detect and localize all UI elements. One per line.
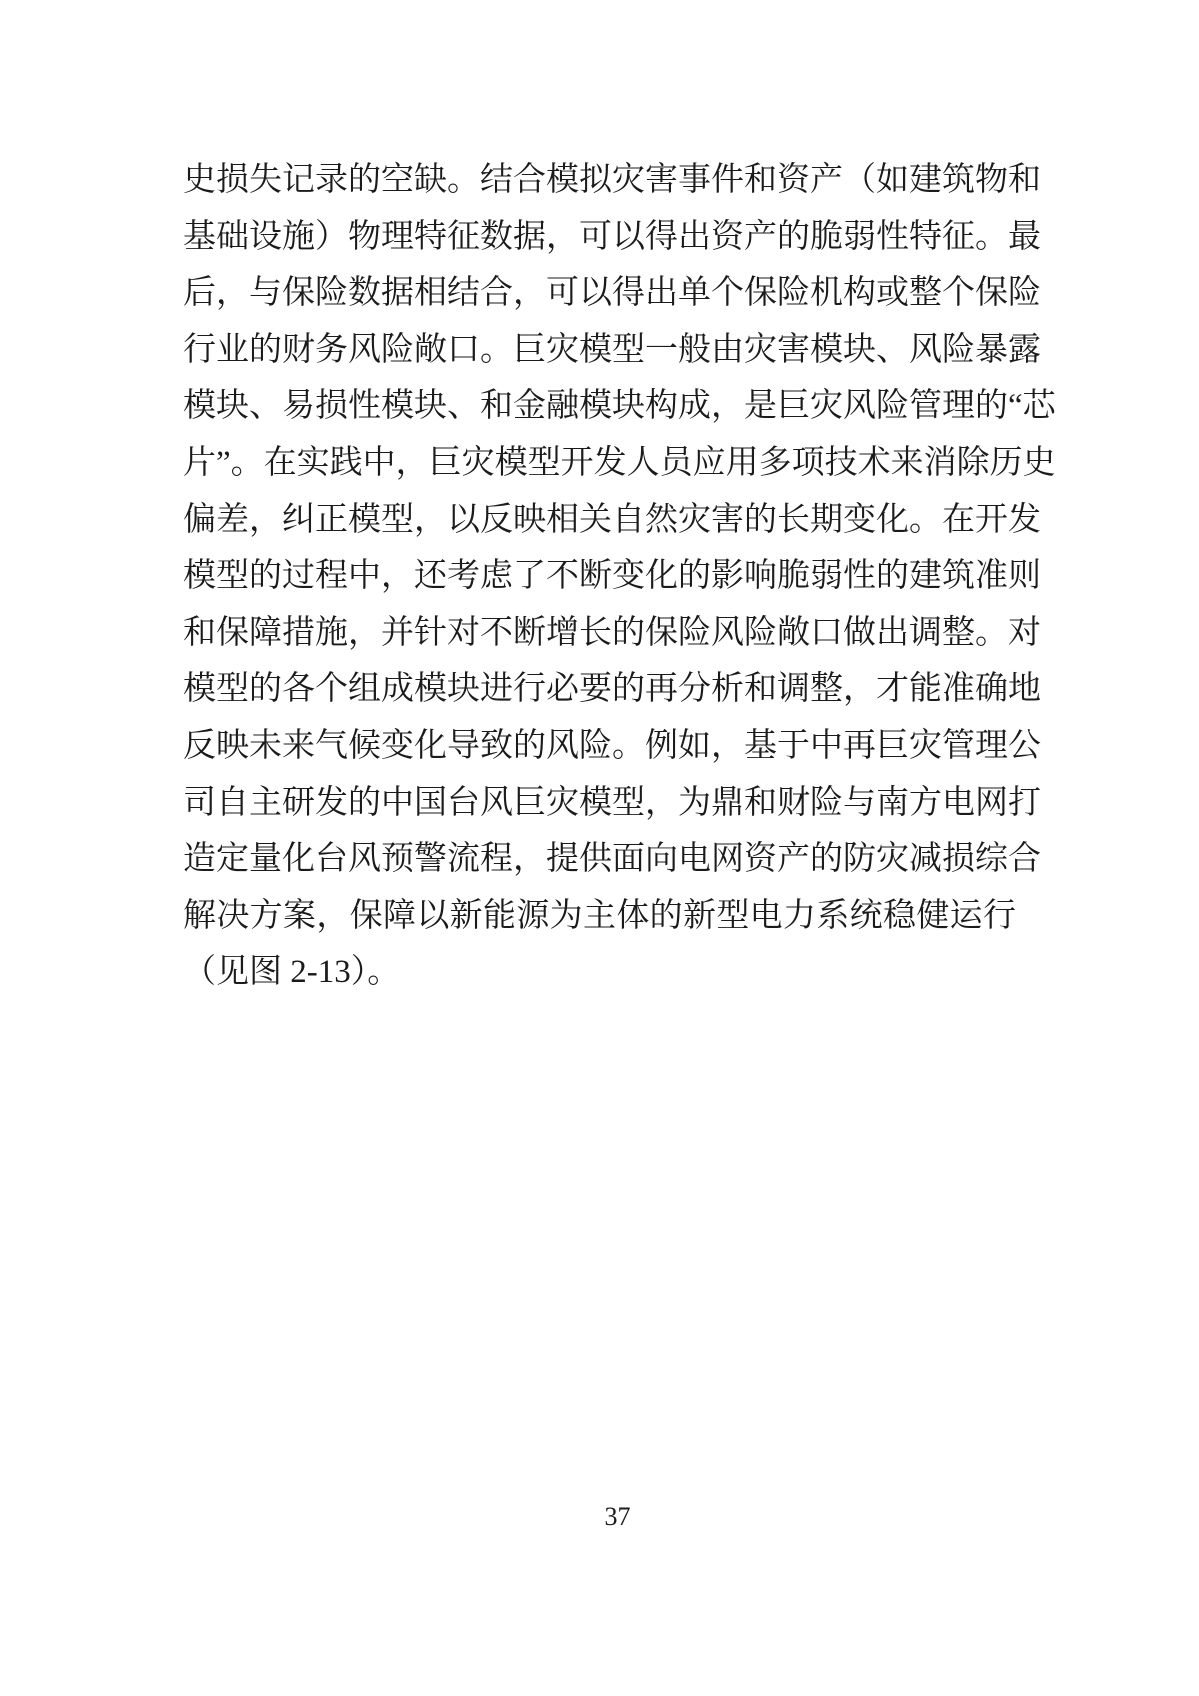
- text-line: 模型的各个组成模块进行必要的再分析和调整，才能准确地: [183, 671, 1041, 708]
- page-number: 37: [604, 1502, 631, 1531]
- text-line: 模块、易损性模块、和金融模块构成，是巨灾风险管理的“芯: [183, 388, 1056, 425]
- text-line: 行业的财务风险敞口。巨灾模型一般由灾害模块、风险暴露: [183, 331, 1041, 368]
- text-line: （见图 2-13）。: [183, 954, 401, 991]
- text-line: 片”。在实践中，巨灾模型开发人员应用多项技术来消除历史: [183, 444, 1056, 481]
- text-line: 和保障措施，并针对不断增长的保险风险敞口做出调整。对: [183, 614, 1041, 651]
- text-line: 史损失记录的空缺。结合模拟灾害事件和资产（如建筑物和: [183, 162, 1041, 198]
- text-line: 造定量化台风预警流程，提供面向电网资产的防灾减损综合: [183, 841, 1041, 878]
- body-text: [183, 152, 1056, 1001]
- text-line: 偏差，纠正模型，以反映相关自然灾害的长期变化。在开发: [183, 501, 1041, 538]
- text-line: 司自主研发的中国台风巨灾模型，为鼎和财险与南方电网打: [183, 784, 1041, 821]
- text-line: 基础设施）物理特征数据，可以得出资产的脆弱性特征。最: [183, 218, 1041, 255]
- text-line: 模型的过程中，还考虑了不断变化的影响脆弱性的建筑准则: [183, 558, 1041, 595]
- text-line: 后，与保险数据相结合，可以得出单个保险机构或整个保险: [183, 275, 1041, 312]
- text-line: 解决方案，保障以新能源为主体的新型电力系统稳健运行: [183, 897, 1016, 934]
- text-line: 反映未来气候变化导致的风险。例如，基于中再巨灾管理公: [183, 727, 1041, 764]
